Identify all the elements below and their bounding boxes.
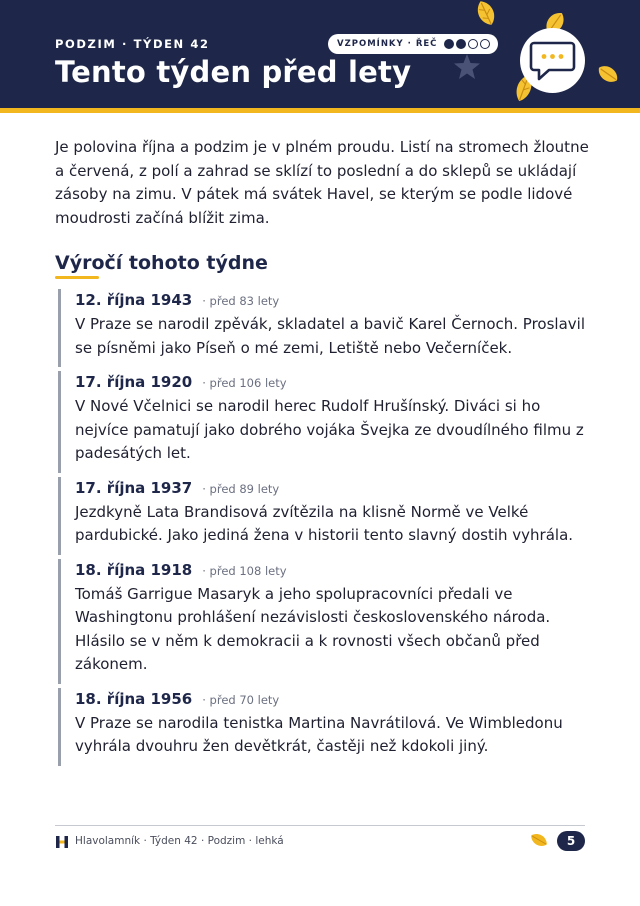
star-icon bbox=[453, 53, 481, 81]
footer-text: Hlavolamník · Týden 42 · Podzim · lehká bbox=[75, 835, 284, 847]
speech-bubble-badge bbox=[520, 28, 585, 93]
anniversary-header bbox=[75, 373, 598, 395]
section-title: Výročí tohoto týdne bbox=[55, 252, 268, 274]
anniversary-text: V Praze se narodil zpěvák, skladatel a bavič Karel Černoch. Proslavil se písněmi jako Píseň o mé zemi, Letiště nebo Večerníček. bbox=[75, 315, 585, 357]
anniversary-text: V Nové Včelnici se narodil herec Rudolf Hrušínský. Diváci si ho nejvíce pamatují jako dobrého vojáka Švejka ze dvoudílného filmu z padesátých let. bbox=[75, 397, 584, 462]
intro-paragraph: Je polovina října a podzim je v plném proudu. Listí na stromech žloutne a červená, z polí a zahrad se sklízí to poslední a do sklepů se ukládají zásoby na zimu. V pátek má svátek Havel, se kterým se podle lidové moudrosti začíná blížit zima. bbox=[55, 138, 589, 227]
anniversary-item bbox=[58, 289, 598, 367]
anniversary-header bbox=[75, 690, 598, 712]
difficulty-dot-filled bbox=[444, 39, 454, 49]
anniversary-years-ago: · před 70 lety bbox=[202, 692, 280, 707]
anniversary-list bbox=[58, 289, 598, 770]
footer-divider bbox=[55, 825, 585, 826]
difficulty-dot-empty bbox=[468, 39, 478, 49]
anniversary-header bbox=[75, 479, 598, 501]
anniversary-years-ago: · před 106 lety bbox=[202, 376, 287, 390]
anniversary-text: Jezdkyně Lata Brandisová zvítězila na klisně Normě ve Velké pardubické. Jako jediná žena v historii tento slavný dostih vyhrála. bbox=[75, 502, 574, 544]
header-kicker: PODZIM · TÝDEN 42 bbox=[55, 37, 210, 51]
anniversary-header bbox=[75, 291, 598, 313]
difficulty-dot-filled bbox=[456, 39, 466, 49]
category-badge-label: VZPOMÍNKY · ŘEČ bbox=[337, 39, 438, 49]
anniversary-header bbox=[75, 561, 598, 583]
anniversary-years-ago: · před 89 lety bbox=[202, 481, 280, 496]
leaf-icon bbox=[527, 831, 551, 849]
anniversary-years-ago: · před 108 lety bbox=[202, 563, 287, 578]
anniversary-years-ago: · před 83 lety bbox=[202, 294, 280, 308]
anniversary-date: 18. října 1918 bbox=[75, 560, 193, 579]
anniversary-date: 18. října 1956 bbox=[75, 689, 193, 708]
anniversary-item bbox=[58, 559, 598, 684]
difficulty-dots bbox=[444, 39, 490, 49]
logo-icon bbox=[55, 835, 69, 849]
category-badge bbox=[328, 34, 498, 54]
section-title-underline bbox=[55, 276, 99, 279]
page-header bbox=[0, 0, 640, 108]
page-number: 5 bbox=[557, 831, 585, 851]
anniversary-date: 17. října 1937 bbox=[75, 478, 193, 497]
anniversary-text: V Praze se narodila tenistka Martina Navrátilová. Ve Wimbledonu vyhrála dvouhru žen devětkrát, častěji než kdokoli jiný. bbox=[75, 713, 563, 755]
anniversary-date: 12. října 1943 bbox=[75, 291, 193, 309]
speech-bubble-icon bbox=[529, 39, 576, 83]
anniversary-item bbox=[58, 477, 598, 555]
anniversary-item bbox=[58, 371, 598, 473]
leaf-icon bbox=[472, 0, 500, 28]
anniversary-text: Tomáš Garrigue Masaryk a jeho spolupracovníci předali ve Washingtonu prohlášení nezávislosti československého národa. Hlásilo se v něm k demokracii a k rovnosti všech občanů před zákonem. bbox=[75, 584, 551, 673]
leaf-icon bbox=[594, 62, 622, 86]
header-accent-stripe bbox=[0, 108, 640, 113]
page-title: Tento týden před lety bbox=[55, 55, 412, 89]
anniversary-item bbox=[58, 688, 598, 766]
difficulty-dot-empty bbox=[480, 39, 490, 49]
anniversary-date: 17. října 1920 bbox=[75, 373, 193, 391]
